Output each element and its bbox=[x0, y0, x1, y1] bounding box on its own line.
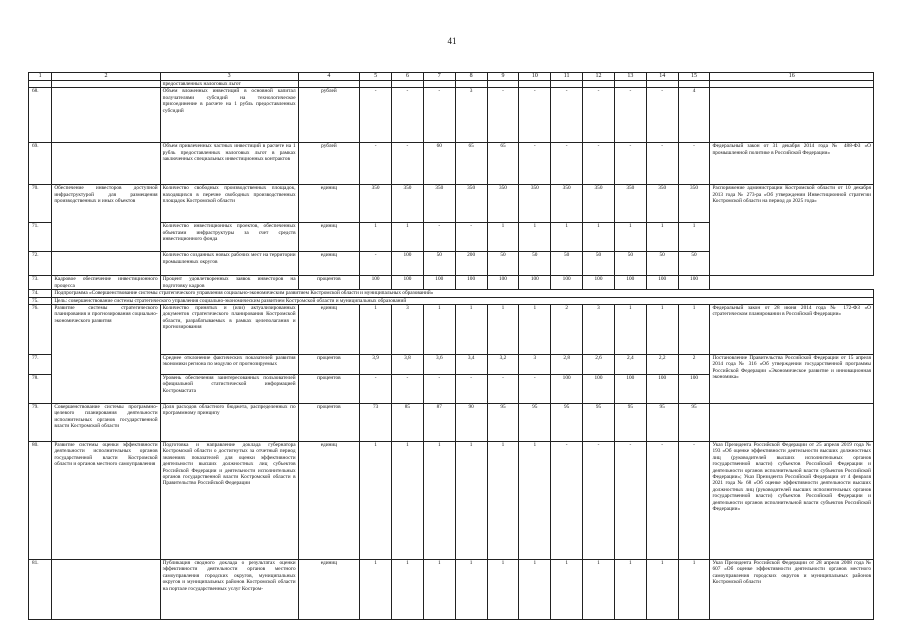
indicator-name: Уровень обеспечения заинтересованных пользователей официальной статистической информацией Костромастата bbox=[160, 375, 298, 404]
value-cell: - bbox=[360, 375, 392, 404]
value-cell bbox=[360, 81, 392, 88]
value-cell: 100 bbox=[583, 276, 615, 290]
task-cell: Развитие системы стратегического планирования и прогнозирования социально-экономического развития bbox=[52, 305, 160, 404]
value-cell: - bbox=[519, 88, 551, 143]
basis-cell: Указ Президента Российской Федерации от 28 апреля 2008 года № 607 «Об оценке эффективности деятельности органов местного самоуправления городских округов и муниципальных районов Костромской области bbox=[710, 560, 874, 620]
value-cell bbox=[614, 81, 646, 88]
value-cell: 1 bbox=[551, 560, 583, 620]
indicator-name: Количество созданных новых рабочих мест на территории промышленных округов bbox=[160, 252, 298, 276]
value-cell: 95 bbox=[646, 404, 678, 442]
value-cell: 1 bbox=[487, 305, 519, 355]
value-cell: 1 bbox=[360, 223, 392, 252]
unit-cell: единиц bbox=[298, 185, 360, 223]
basis-cell: Федеральный закон от 28 июня 2014 года № 172-ФЗ «О стратегическом планировании в Российской Федерации» bbox=[710, 305, 874, 355]
value-cell: 1 bbox=[392, 223, 424, 252]
value-cell: 350 bbox=[583, 185, 615, 223]
table-row bbox=[29, 143, 874, 185]
basis-cell: Указ Президента Российской Федерации от 25 апреля 2019 года № 193 «Об оценке эффективности деятельности высших должностных лиц (руководителей высших исполнительных органов государственной власти) субъектов Российской Федерации и деятельности органов исполнительной власти субъектов Российской Федерации»; Указ Президента Российской Федерации от 4 февраля 2021 года № 68 «Об оценке эффективности деятельности высших должностных лиц (руководителей высших исполнительных органов государственной власти) субъектов Российской Федерации и деятельности органов исполнительной власти субъектов Российской Федерации» bbox=[710, 442, 874, 560]
value-cell: 100 bbox=[392, 252, 424, 276]
value-cell: 1 bbox=[678, 223, 710, 252]
header-cell: 13 bbox=[614, 73, 646, 81]
value-cell: 350 bbox=[678, 185, 710, 223]
unit-cell: единиц bbox=[298, 560, 360, 620]
indicator-name: Количество свободных производственных площадок, находящихся в перечне свободных производственных площадок Костромской области bbox=[160, 185, 298, 223]
value-cell: 50 bbox=[423, 252, 455, 276]
value-cell: 350 bbox=[423, 185, 455, 223]
value-cell bbox=[646, 81, 678, 88]
value-cell: 1 bbox=[614, 305, 646, 355]
value-cell: - bbox=[614, 143, 646, 185]
value-cell: 73 bbox=[360, 404, 392, 442]
table-row bbox=[29, 290, 874, 297]
value-cell: 1 bbox=[487, 442, 519, 560]
value-cell: 350 bbox=[487, 185, 519, 223]
header-cell: 11 bbox=[551, 73, 583, 81]
header-cell: 10 bbox=[519, 73, 551, 81]
value-cell: 100 bbox=[551, 375, 583, 404]
basis-cell: Постановление Правительства Российской Федерации от 15 апреля 2014 года № 316 «Об утверждении государственной программы Российской Федерации «Экономическое развитие и инновационная экономика» bbox=[710, 355, 874, 404]
value-cell: 1 bbox=[583, 223, 615, 252]
indicators-table bbox=[28, 72, 874, 620]
value-cell: - bbox=[551, 442, 583, 560]
task-cell bbox=[52, 88, 160, 143]
value-cell: 1 bbox=[423, 560, 455, 620]
basis-cell: Распоряжение администрации Костромской области от 10 декабря 2013 года № 273-ра «Об утверждении Инвестиционной стратегии Костромской области на период до 2025 года» bbox=[710, 185, 874, 276]
value-cell: 1 bbox=[678, 305, 710, 355]
value-cell: 3,4 bbox=[455, 355, 487, 375]
value-cell: - bbox=[519, 375, 551, 404]
header-row bbox=[29, 73, 874, 81]
value-cell: - bbox=[646, 88, 678, 143]
value-cell: 50 bbox=[583, 252, 615, 276]
value-cell: 95 bbox=[487, 404, 519, 442]
value-cell: 1 bbox=[360, 560, 392, 620]
value-cell: 87 bbox=[423, 404, 455, 442]
value-cell: 1 bbox=[360, 442, 392, 560]
value-cell: 1 bbox=[423, 442, 455, 560]
task-cell bbox=[52, 143, 160, 185]
value-cell: 100 bbox=[551, 276, 583, 290]
row-number bbox=[29, 81, 52, 88]
value-cell: - bbox=[646, 143, 678, 185]
indicator-name: Подготовка и направление доклада губернатора Костромской области о достигнутых за отчетный период значениях показателей для оценки эффективности деятельности высших должностных лиц субъектов Российской Федерации и деятельности исполнительных органов государственной власти Костромской области в Правительство Российской Федерации bbox=[160, 442, 298, 560]
value-cell: 2,8 bbox=[551, 355, 583, 375]
page-number: 41 bbox=[447, 36, 457, 46]
row-number: 72. bbox=[29, 252, 52, 276]
row-number: 74. bbox=[29, 290, 52, 297]
value-cell: 1 bbox=[360, 305, 392, 355]
value-cell: 350 bbox=[614, 185, 646, 223]
indicator-name: Объем вложенных инвестиций в основной капитал получателями субсидий на технологическое присоединение в расчете на 1 рубль предоставленных субсидий bbox=[160, 88, 298, 143]
value-cell: 1 bbox=[614, 560, 646, 620]
value-cell: 2,4 bbox=[614, 355, 646, 375]
value-cell: - bbox=[583, 442, 615, 560]
value-cell: 95 bbox=[583, 404, 615, 442]
task-cell bbox=[52, 252, 160, 276]
value-cell: 1 bbox=[455, 560, 487, 620]
task-cell: Совершенствование системы программно-целевого планирования деятельности исполнительных органов государственной власти Костромской области bbox=[52, 404, 160, 442]
table-row bbox=[29, 404, 874, 442]
header-cell: 3 bbox=[160, 73, 298, 81]
task-cell: Развитие системы оценки эффективности деятельности исполнительных органов государственной власти Костромской области и органов местного самоуправления bbox=[52, 442, 160, 560]
value-cell: - bbox=[551, 143, 583, 185]
row-number: 76. bbox=[29, 305, 52, 355]
value-cell: - bbox=[646, 442, 678, 560]
row-number: 78. bbox=[29, 375, 52, 404]
value-cell: 2,6 bbox=[583, 355, 615, 375]
value-cell: 350 bbox=[392, 185, 424, 223]
value-cell: - bbox=[392, 375, 424, 404]
row-number: 73. bbox=[29, 276, 52, 290]
task-cell: Кадровое обеспечение инвестиционного процесса bbox=[52, 276, 160, 290]
basis-cell: Федеральный закон от 31 декабря 2014 года № 488-ФЗ «О промышленной политике в Российской Федерации» bbox=[710, 143, 874, 185]
row-number: 77. bbox=[29, 355, 52, 375]
table-row bbox=[29, 185, 874, 223]
value-cell: 3,2 bbox=[487, 355, 519, 375]
value-cell bbox=[455, 81, 487, 88]
unit-cell bbox=[298, 81, 360, 88]
indicator-name: предоставленных налоговых льгот bbox=[160, 81, 298, 88]
unit-cell: единиц bbox=[298, 252, 360, 276]
value-cell bbox=[487, 81, 519, 88]
value-cell: 1 bbox=[646, 305, 678, 355]
value-cell: 50 bbox=[551, 252, 583, 276]
value-cell: - bbox=[455, 375, 487, 404]
header-cell: 8 bbox=[455, 73, 487, 81]
value-cell: 95 bbox=[551, 404, 583, 442]
value-cell: - bbox=[392, 88, 424, 143]
value-cell: - bbox=[519, 143, 551, 185]
table-row bbox=[29, 297, 874, 304]
value-cell: 1 bbox=[519, 305, 551, 355]
value-cell: 100 bbox=[646, 375, 678, 404]
row-number: 70. bbox=[29, 185, 52, 223]
value-cell: 1 bbox=[614, 223, 646, 252]
value-cell: - bbox=[614, 442, 646, 560]
value-cell: 1 bbox=[455, 305, 487, 355]
value-cell: 1 bbox=[519, 442, 551, 560]
value-cell bbox=[519, 81, 551, 88]
unit-cell: процентов bbox=[298, 276, 360, 290]
indicator-name: Процент удовлетворенных заявок инвесторов на подготовку кадров bbox=[160, 276, 298, 290]
unit-cell: единиц bbox=[298, 305, 360, 355]
indicator-name: Среднее отклонение фактических показателей развития экономики региона по модулю от прогнозируемых bbox=[160, 355, 298, 375]
value-cell: 100 bbox=[519, 276, 551, 290]
value-cell: 1 bbox=[646, 560, 678, 620]
row-number: 75. bbox=[29, 297, 52, 304]
indicator-name: Объем привлеченных частных инвестиций в расчете на 1 рубль предоставленных налоговых льгот в рамках заключенных специальных инвестиционных контрактов bbox=[160, 143, 298, 185]
value-cell bbox=[678, 81, 710, 88]
header-cell: 9 bbox=[487, 73, 519, 81]
table-row bbox=[29, 305, 874, 355]
value-cell: - bbox=[423, 88, 455, 143]
value-cell: 100 bbox=[455, 276, 487, 290]
value-cell: - bbox=[678, 442, 710, 560]
value-cell: 60 bbox=[423, 143, 455, 185]
header-cell: 6 bbox=[392, 73, 424, 81]
section-heading: Цель: совершенствование системы стратегического управления социально-экономическим развитием Костромской области и муниципальных образований bbox=[52, 297, 874, 304]
value-cell: 95 bbox=[678, 404, 710, 442]
header-cell: 15 bbox=[678, 73, 710, 81]
table-row bbox=[29, 81, 874, 88]
value-cell: - bbox=[392, 143, 424, 185]
header-cell: 2 bbox=[52, 73, 160, 81]
unit-cell: процентов bbox=[298, 404, 360, 442]
task-cell bbox=[52, 560, 160, 620]
value-cell: 65 bbox=[455, 143, 487, 185]
value-cell bbox=[583, 81, 615, 88]
value-cell bbox=[551, 81, 583, 88]
value-cell: - bbox=[360, 88, 392, 143]
row-number: 81. bbox=[29, 560, 52, 620]
value-cell: - bbox=[487, 88, 519, 143]
value-cell: 95 bbox=[519, 404, 551, 442]
value-cell: - bbox=[551, 88, 583, 143]
header-cell: 5 bbox=[360, 73, 392, 81]
value-cell: 1 bbox=[392, 442, 424, 560]
value-cell: 100 bbox=[360, 276, 392, 290]
value-cell bbox=[423, 81, 455, 88]
value-cell: 100 bbox=[423, 276, 455, 290]
table-row bbox=[29, 560, 874, 620]
task-cell: Обеспечение инвесторов доступной инфраструктурой для размещения производственных и иных объектов bbox=[52, 185, 160, 252]
value-cell: 100 bbox=[646, 276, 678, 290]
value-cell: 1 bbox=[678, 560, 710, 620]
value-cell: 1 bbox=[487, 223, 519, 252]
value-cell: - bbox=[360, 143, 392, 185]
header-cell: 7 bbox=[423, 73, 455, 81]
value-cell: 4 bbox=[678, 88, 710, 143]
value-cell: 90 bbox=[455, 404, 487, 442]
value-cell: 350 bbox=[519, 185, 551, 223]
basis-cell bbox=[710, 404, 874, 442]
indicator-name: Количество инвестиционных проектов, обеспеченных объектами инфраструктуры за счет средств инвестиционного фонда bbox=[160, 223, 298, 252]
value-cell: 1 bbox=[551, 223, 583, 252]
indicator-name: Доля расходов областного бюджета, распределенных по программному принципу bbox=[160, 404, 298, 442]
value-cell: 1 bbox=[392, 560, 424, 620]
value-cell: 2 bbox=[551, 305, 583, 355]
value-cell: - bbox=[583, 143, 615, 185]
value-cell: 100 bbox=[614, 276, 646, 290]
header-cell: 1 bbox=[29, 73, 52, 81]
value-cell: 3,9 bbox=[360, 355, 392, 375]
value-cell: 100 bbox=[614, 375, 646, 404]
unit-cell: процентов bbox=[298, 375, 360, 404]
value-cell: 3,6 bbox=[423, 355, 455, 375]
value-cell: 350 bbox=[360, 185, 392, 223]
value-cell: 95 bbox=[614, 404, 646, 442]
task-cell bbox=[52, 81, 160, 88]
value-cell: 350 bbox=[646, 185, 678, 223]
table-row bbox=[29, 442, 874, 560]
value-cell: 350 bbox=[551, 185, 583, 223]
value-cell: 100 bbox=[583, 375, 615, 404]
unit-cell: процентов bbox=[298, 355, 360, 375]
unit-cell: рублей bbox=[298, 88, 360, 143]
value-cell: 3,8 bbox=[392, 355, 424, 375]
value-cell: 1 bbox=[583, 560, 615, 620]
value-cell: 100 bbox=[487, 276, 519, 290]
value-cell: 350 bbox=[455, 185, 487, 223]
value-cell: - bbox=[423, 375, 455, 404]
value-cell: 3 bbox=[455, 88, 487, 143]
header-cell: 12 bbox=[583, 73, 615, 81]
unit-cell: единиц bbox=[298, 442, 360, 560]
value-cell: 1 bbox=[646, 223, 678, 252]
value-cell: 1 bbox=[519, 560, 551, 620]
row-number: 68. bbox=[29, 88, 52, 143]
value-cell: 50 bbox=[519, 252, 551, 276]
value-cell: 65 bbox=[487, 143, 519, 185]
header-cell: 4 bbox=[298, 73, 360, 81]
table-row bbox=[29, 276, 874, 290]
indicator-name: Публикация сводного доклада о результатах оценки эффективности деятельности органов местного самоуправления городских округов, муниципальных округов и муниципальных районов Костромской области на портале государственных услуг Костром- bbox=[160, 560, 298, 620]
row-number: 80. bbox=[29, 442, 52, 560]
section-heading: Подпрограмма «Совершенствование системы стратегического управления социально-экономическим развитием Костромской области и муниципальных образований» bbox=[52, 290, 874, 297]
row-number: 71. bbox=[29, 223, 52, 252]
value-cell: - bbox=[583, 88, 615, 143]
basis-cell bbox=[710, 88, 874, 143]
value-cell: 3 bbox=[519, 355, 551, 375]
value-cell: 50 bbox=[646, 252, 678, 276]
table-row bbox=[29, 88, 874, 143]
value-cell: - bbox=[487, 375, 519, 404]
value-cell: - bbox=[423, 223, 455, 252]
value-cell: 200 bbox=[455, 252, 487, 276]
value-cell: - bbox=[360, 252, 392, 276]
row-number: 69. bbox=[29, 143, 52, 185]
value-cell: 50 bbox=[614, 252, 646, 276]
value-cell: 3 bbox=[392, 305, 424, 355]
value-cell: 1 bbox=[455, 442, 487, 560]
header-cell: 14 bbox=[646, 73, 678, 81]
value-cell: 50 bbox=[487, 252, 519, 276]
indicator-name: Количество принятых и (или) актуализированных документов стратегического планирования Костромской области, разрабатываемых в рамках целеполагания и прогнозирования bbox=[160, 305, 298, 355]
value-cell: 50 bbox=[678, 252, 710, 276]
value-cell: 2,2 bbox=[646, 355, 678, 375]
value-cell bbox=[392, 81, 424, 88]
value-cell: - bbox=[455, 223, 487, 252]
basis-cell bbox=[710, 81, 874, 88]
unit-cell: рублей bbox=[298, 143, 360, 185]
value-cell: 100 bbox=[392, 276, 424, 290]
value-cell: 3 bbox=[583, 305, 615, 355]
value-cell: 1 bbox=[487, 560, 519, 620]
header-cell: 16 bbox=[710, 73, 874, 81]
value-cell: 100 bbox=[678, 375, 710, 404]
value-cell: - bbox=[678, 143, 710, 185]
value-cell: 1 bbox=[423, 305, 455, 355]
value-cell: 85 bbox=[392, 404, 424, 442]
value-cell: - bbox=[614, 88, 646, 143]
value-cell: 2 bbox=[678, 355, 710, 375]
unit-cell: единиц bbox=[298, 223, 360, 252]
row-number: 79. bbox=[29, 404, 52, 442]
value-cell: 1 bbox=[519, 223, 551, 252]
value-cell: 100 bbox=[678, 276, 710, 290]
